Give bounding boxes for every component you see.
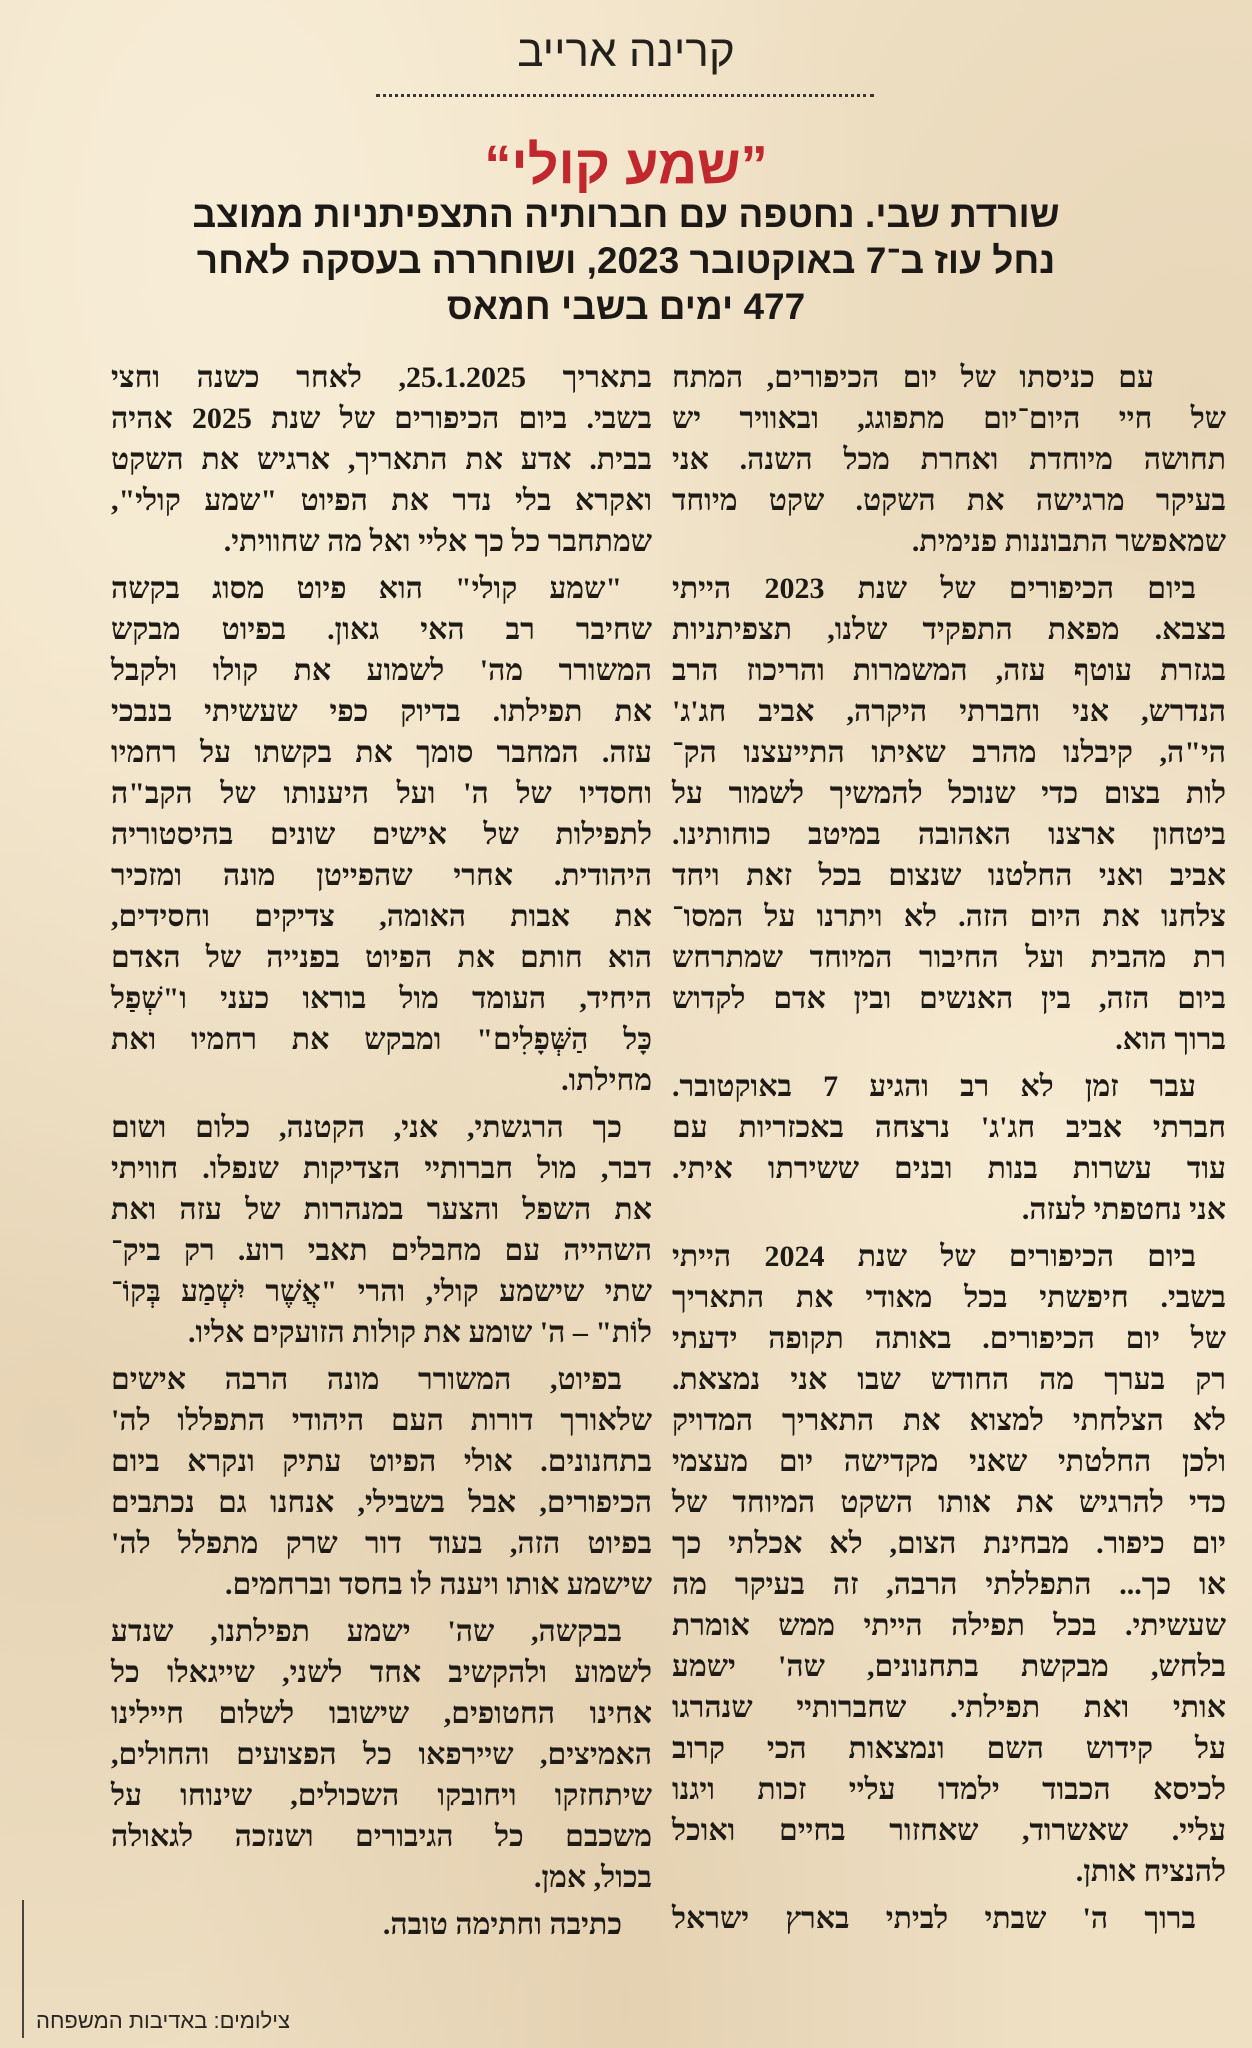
text-line: של יום הכיפורים. באותה תקופה ידעתי (672, 1322, 1226, 1355)
text-line: משכבם כל הגיבורים ושנזכה לגאולה (111, 1820, 652, 1853)
text-line: שיתחזקו ויחובקו השכולים, שינוחו על (111, 1779, 652, 1812)
text-line: בשבי. ביום הכיפורים של שנת 2025 אהיה (111, 402, 652, 435)
text-line: מחילתו. (561, 1064, 652, 1097)
paragraph (672, 1236, 1226, 1892)
paragraph (672, 568, 1226, 1060)
text-line: לכיסא הכבוד ילמדו עליי זכות ויגנו (672, 1773, 1226, 1806)
text-line: עוד עשרות בנות ובנים ששירתו איתי. (672, 1152, 1226, 1185)
dotted-divider (376, 94, 874, 97)
text-line: בבקשה, שה' ישמע תפילתנו, שנדע (111, 1615, 622, 1648)
paragraph (111, 1107, 652, 1353)
text-line: לשמוע ולהקשיב אחד לשני, שייגאלו כל (111, 1656, 652, 1689)
text-line: הוא חותם את הפיוט בפנייה של האדם (111, 941, 652, 974)
text-line: כָּל הַשְּׁפָלִים" ומבקש את רחמיו ואת (111, 1023, 652, 1056)
text-line: בצבא. מפאת התפקיד שלנו, תצפיתניות (672, 613, 1226, 646)
text-line: עם כניסתו של יום הכיפורים, המתח (672, 361, 1154, 394)
text-line: שעשיתי. בכל תפילה הייתי ממש אומרת (672, 1609, 1226, 1642)
text-line: ביטחון ארצנו האהובה במיטב כוחותינו. (672, 818, 1226, 851)
text-line: ברוך ה' שבתי לביתי בארץ ישראל (672, 1902, 1196, 1935)
text-line: היחיד, העומד מול בוראו כעני ו"שְׁפַל (111, 982, 652, 1015)
subtitle-line: שורדת שבי. נחטפה עם חברותיה התצפיתניות ממוצב (192, 194, 1060, 235)
text-line: בשבי. חיפשתי בכל מאודי את התאריך (672, 1281, 1226, 1314)
paragraph (111, 357, 652, 562)
paragraph (111, 568, 652, 1101)
text-line: ביום הכיפורים של שנת 2024 הייתי (672, 1240, 1197, 1273)
column-right (672, 357, 1226, 1939)
author-name: קרינה ארייב (517, 27, 735, 76)
text-line: עבר זמן לא רב והגיע 7 באוקטובר. (672, 1070, 1196, 1103)
text-line: לא הצלחתי למצוא את התאריך המדויק (672, 1404, 1226, 1437)
text-line: המשורר מה' לשמוע את קולו ולקבל (111, 654, 652, 687)
text-line: או כך... התפללתי הרבה, זה בעיקר מה (672, 1568, 1226, 1601)
text-line: הכיפורים, אבל בשבילי, אנחנו גם נכתבים (111, 1486, 652, 1519)
text-line: בתחנונים. אולי הפיוט עתיק ונקרא ביום (111, 1445, 652, 1478)
text-line: האמיצים, שיירפאו כל הפצועים והחולים, (111, 1738, 652, 1771)
text-line: "שמע קולי" הוא פיוט מסוג בקשה (111, 572, 622, 605)
paragraph (672, 1066, 1226, 1230)
text-line: שמתחבר כל כך אליי ואל מה שחוויתי. (223, 525, 652, 558)
text-line: תחושה מיוחדת ואחרת מכל השנה. אני (672, 443, 1226, 476)
subtitle-line: נחל עוז ב־7 באוקטובר 2023, ושוחררה בעסקה לאחר (196, 240, 1056, 281)
credit-divider (22, 1900, 24, 2038)
paragraph (111, 1904, 652, 1945)
text-line: כתיבה וחתימה טובה. (382, 1908, 622, 1941)
photo-credit: צילומים: באדיבות המשפחה (36, 2008, 290, 2033)
text-line: עזה. המחבר סומך את בקשתו על רחמיו (111, 736, 652, 769)
text-line: ביום הזה, בין האנשים ובין אדם לקדוש (672, 982, 1226, 1015)
text-line: יום כיפור. מבחינת הצום, לא אכלתי כך (672, 1527, 1226, 1560)
article-subtitle (140, 192, 1112, 330)
text-line: הי"ה, קיבלנו מהרב שאיתו התייעצנו הק־ (672, 736, 1226, 769)
text-line: רת מהבית ועל החיבור המיוחד שמתרחש (672, 941, 1226, 974)
text-line: אני נחטפתי לעזה. (1021, 1193, 1226, 1226)
text-line: את השפל והצער במנהרות של עזה ואת (111, 1193, 652, 1226)
paragraph (111, 1611, 652, 1898)
text-line: שתי שישמע קולי, והרי "אֲשֶׁר יִשְׁמַע בְּקוֹ־ (111, 1275, 652, 1308)
text-line: בלחש, מבקשת בתחנונים, שה' ישמע (672, 1650, 1226, 1683)
text-line: אביב ואני החלטנו שנצום בכל זאת ויחד (672, 859, 1226, 892)
text-line: בגזרת עוטף עזה, המשמרות והריכוז הרב (672, 654, 1226, 687)
text-line: לתפילות של אישים שונים בהיסטוריה (111, 818, 652, 851)
text-line: אחינו החטופים, שישובו לשלום חיילינו (111, 1697, 652, 1730)
text-line: בפיוט הזה, בעוד דור שרק מתפלל לה' (111, 1527, 652, 1560)
text-line: שלאורך דורות העם היהודי התפללו לה' (111, 1404, 652, 1437)
paragraph (672, 1898, 1226, 1939)
text-line: השהייה עם מחבלים תאבי רוע. רק ביק־ (111, 1234, 652, 1267)
text-line: שישמע אותו ויענה לו בחסד וברחמים. (225, 1568, 652, 1601)
subtitle-line: 477 ימים בשבי חמאס (446, 286, 806, 327)
text-line: על קידוש השם ונמצאות הכי קרוב (672, 1732, 1226, 1765)
text-line: בתאריך 25.1.2025, לאחר כשנה וחצי (111, 361, 652, 394)
text-line: לוֹת" – ה' שומע את קולות הזועקים אליו. (188, 1316, 652, 1349)
text-line: ואקרא בלי נדר את הפיוט "שמע קולי", (111, 484, 652, 517)
text-line: ברוך הוא. (1115, 1023, 1226, 1056)
paragraph (672, 357, 1226, 562)
text-line: בכול, אמן. (533, 1861, 652, 1894)
text-line: עליי. שאשרוד, שאחזור בחיים ואוכל (672, 1814, 1226, 1847)
paragraph (111, 1359, 652, 1605)
text-line: בפיוט, המשורר מונה הרבה אישים (111, 1363, 622, 1396)
text-line: שמאפשר התבוננות פנימית. (911, 525, 1226, 558)
text-line: הנדרש, אני וחברתי היקרה, אביב חג'ג' (672, 695, 1226, 728)
text-line: כך הרגשתי, אני, הקטנה, כלום ושום (111, 1111, 622, 1144)
text-line: בעיקר מרגישה את השקט. שקט מיוחד (672, 484, 1226, 517)
text-line: את אבות האומה, צדיקים וחסידים, (111, 900, 652, 933)
text-line: בבית. אדע את התאריך, ארגיש את השקט (111, 443, 652, 476)
column-left (111, 357, 652, 1945)
text-line: וחסדיו של ה' ועל היענותו של הקב"ה (111, 777, 652, 810)
text-line: רק בערך מה החודש שבו אני נמצאת. (672, 1363, 1226, 1396)
text-line: כדי להרגיש את אותו השקט המיוחד של (672, 1486, 1226, 1519)
text-line: ביום הכיפורים של שנת 2023 הייתי (672, 572, 1197, 605)
text-line: חברתי אביב חג'ג' נרצחה באכזריות עם (672, 1111, 1226, 1144)
text-line: אותי ואת תפילתי. שחברותיי שנהרגו (672, 1691, 1226, 1724)
text-line: לות בצום כדי שנוכל להמשיך לשמור על (672, 777, 1226, 810)
text-line: צלחנו את היום הזה. לא ויתרנו על המסו־ (672, 900, 1226, 933)
text-line: של חיי היום־יום מתפוגג, ובאוויר יש (672, 402, 1226, 435)
text-line: שחיבר רב האי גאון. בפיוט מבקש (111, 613, 652, 646)
text-line: דבר, מול חברותיי הצדיקות שנפלו. חוויתי (111, 1152, 652, 1185)
text-line: ולכן החלטתי שאני מקדישה יום מעצמי (672, 1445, 1226, 1478)
text-line: להנציח אותן. (1075, 1855, 1226, 1888)
text-line: היהודית. אחרי שהפייטן מונה ומזכיר (111, 859, 652, 892)
article-title: ”שמע קולי“ (484, 135, 768, 195)
text-line: את תפילתו. בדיוק כפי שעשיתי בנבכי (111, 695, 652, 728)
